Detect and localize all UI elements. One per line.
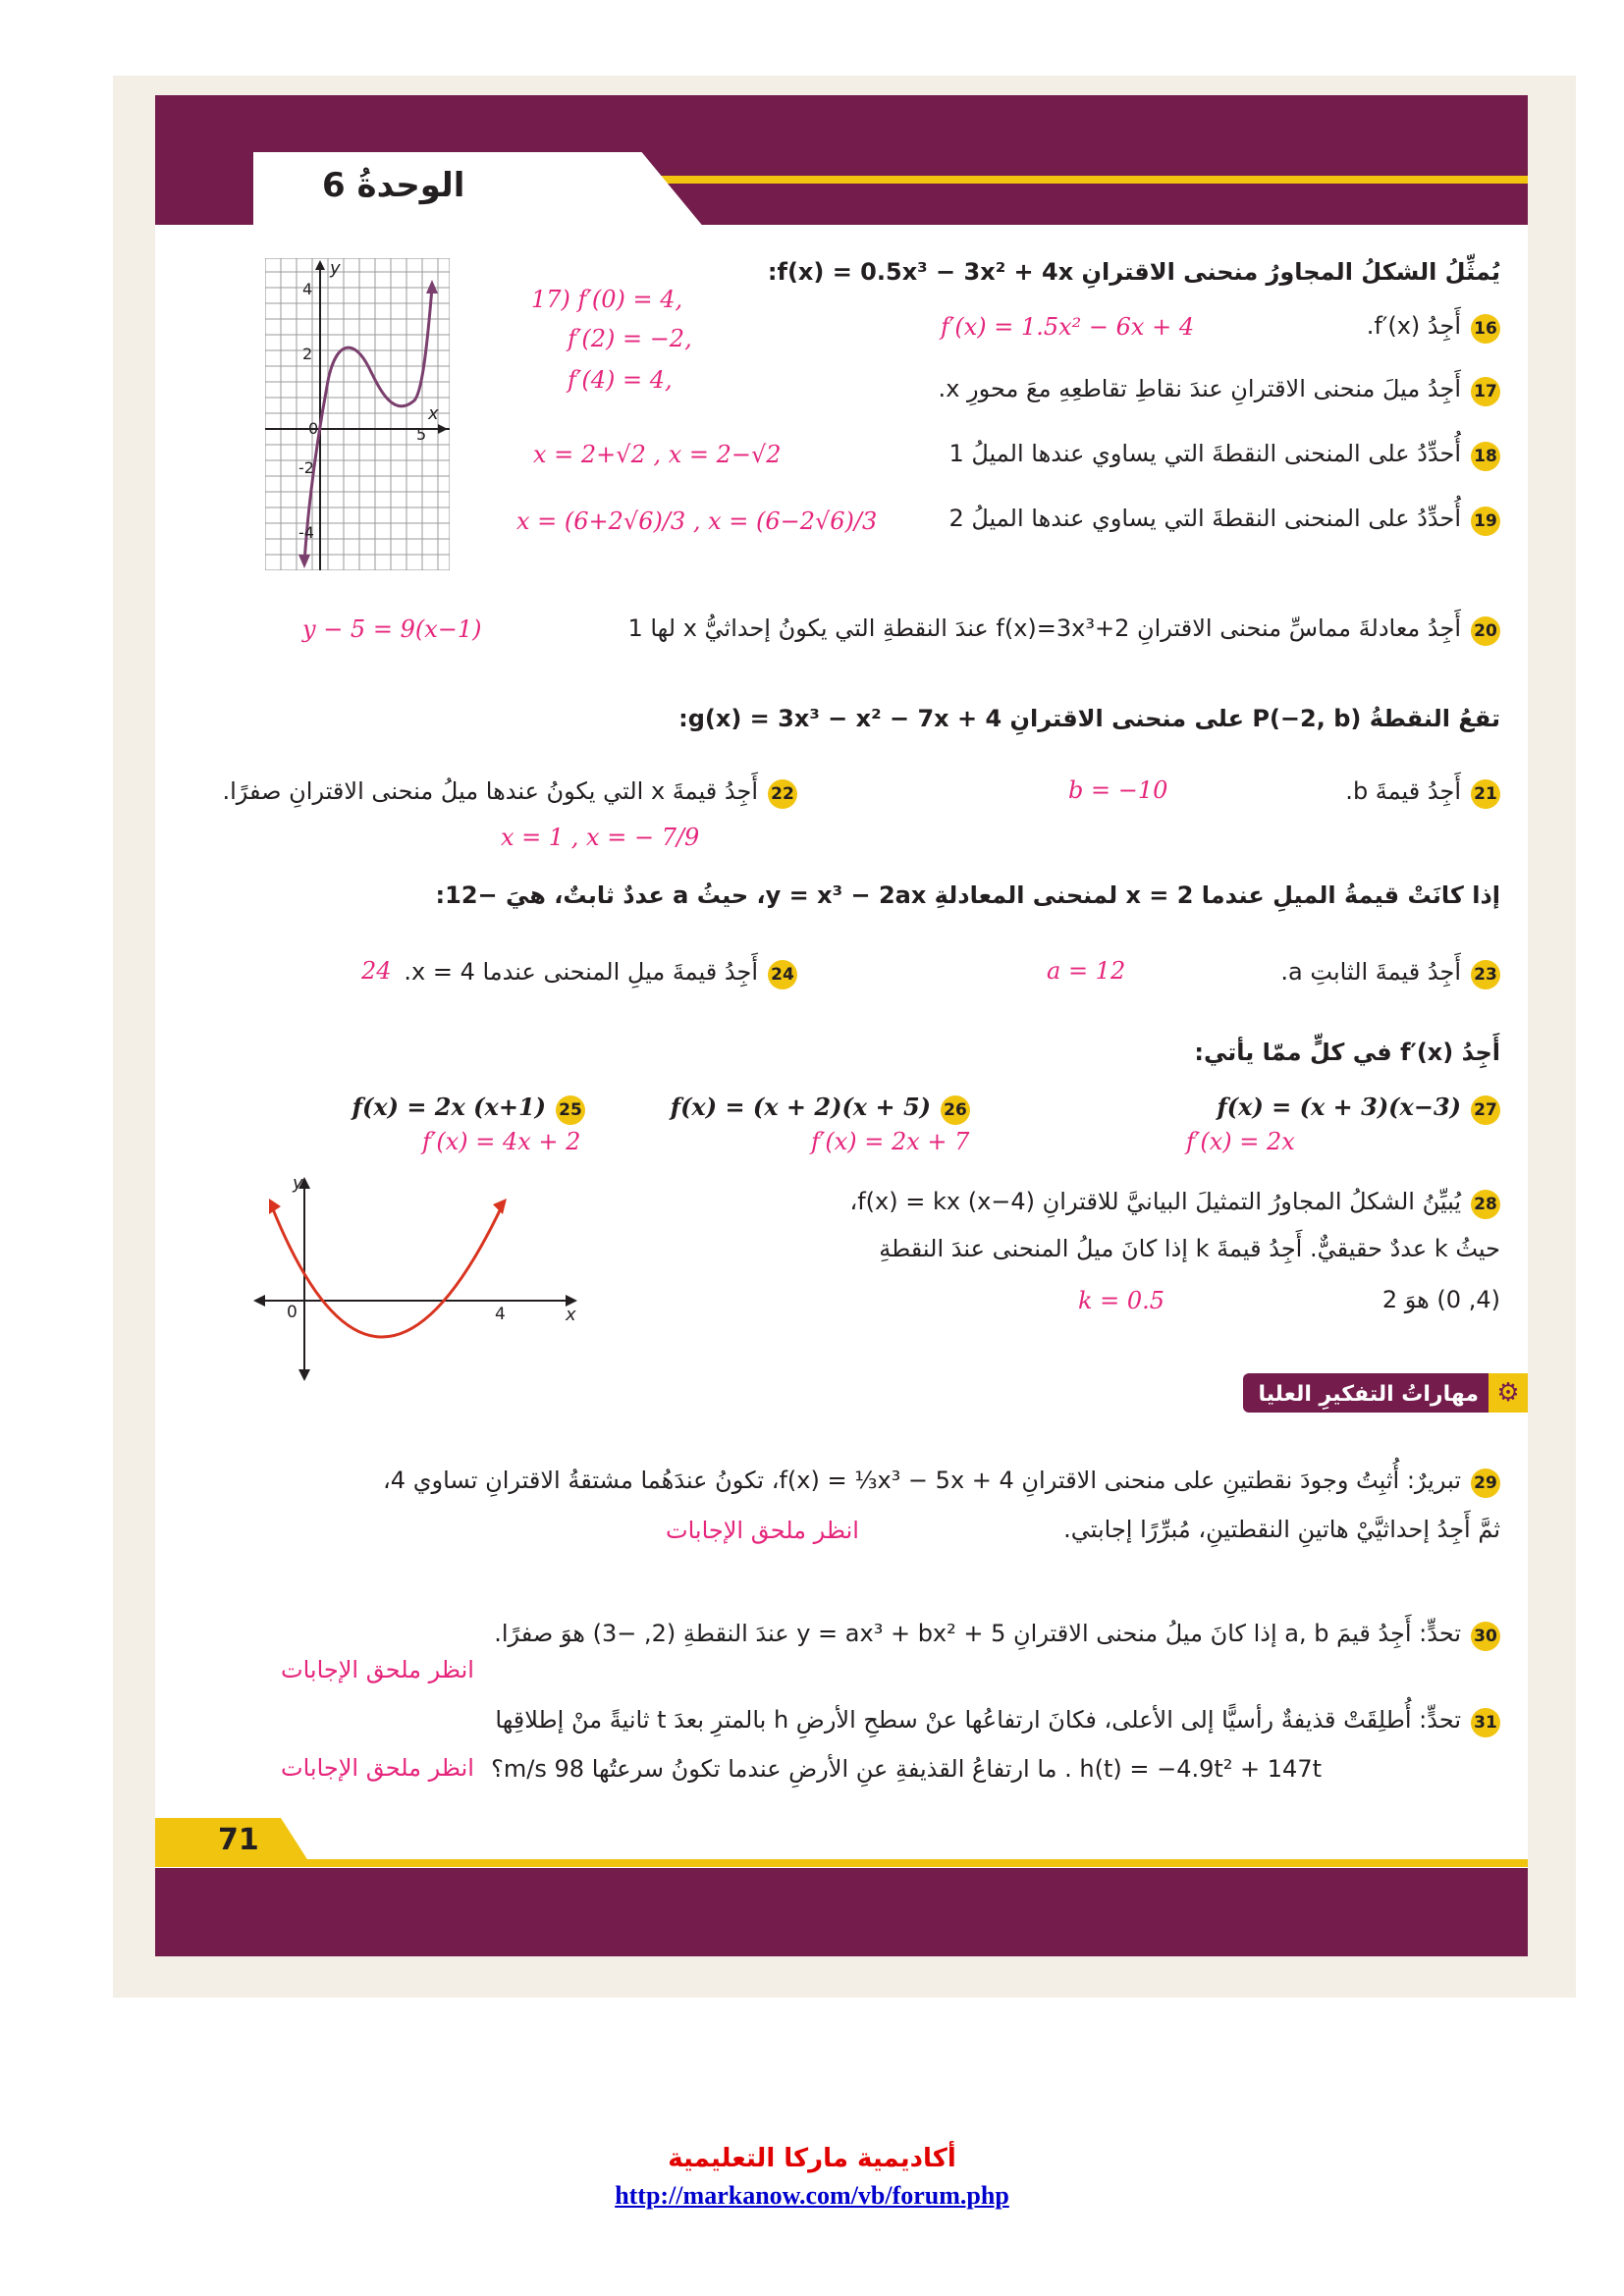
question-number-28: 28 <box>1471 1190 1500 1219</box>
question-24-text: أَجِدُ قيمةَ ميلِ المنحنى عندما x = 4. <box>404 958 758 986</box>
graph1-tick-minus2: -2 <box>298 458 314 477</box>
answer-24: 24 <box>361 957 392 985</box>
question-number-30: 30 <box>1471 1622 1500 1651</box>
question-29-line2: ثمَّ أَجِدُ إحداثيَّيْ هاتينِ النقطتينِ، مُبرِّرًا إجابتي. <box>1063 1516 1500 1543</box>
answer-30: انظر ملحق الإجابات <box>281 1656 474 1683</box>
question-number-16: 16 <box>1471 314 1500 344</box>
question-30 <box>494 1619 1500 1651</box>
question-28-line2: حيثُ k عددٌ حقيقيٌّ. أَجِدُ قيمةَ k إذا كانَ ميلُ المنحنى عندَ النقطةِ <box>879 1235 1500 1262</box>
question-17 <box>939 374 1500 406</box>
graph1-tick-2: 2 <box>302 345 313 363</box>
answer-22: x = 1 , x = − 7/9 <box>501 824 700 851</box>
question-20 <box>627 614 1500 646</box>
graph1-y-label: y <box>330 258 341 279</box>
higher-thinking-skills-banner <box>1243 1373 1528 1413</box>
question-24 <box>404 957 797 989</box>
question-26-text: f(x) = (x + 2)(x + 5) <box>670 1093 931 1121</box>
textbook-page <box>155 95 1528 1956</box>
question-number-20: 20 <box>1471 616 1500 646</box>
answer-17-line1: 17) f′(0) = 4, <box>531 286 683 313</box>
forum-link[interactable]: http://markanow.com/vb/forum.php <box>615 2181 1009 2210</box>
question-31-text1: تحدٍّ: أُطلِقَتْ قذيفةٌ رأسيًّا إلى الأعلى، فكانَ ارتفاعُها عنْ سطحِ الأرضِ h بالمترِ بعدَ t ثانيةً منْ إطلاقِها <box>495 1706 1461 1734</box>
question-27 <box>1217 1093 1500 1125</box>
question-23 <box>1280 957 1500 989</box>
question-23-text: أَجِدُ قيمةَ الثابتِ a. <box>1280 958 1461 986</box>
graph1-tick-0: 0 <box>308 419 319 438</box>
answer-28: k = 0.5 <box>1078 1287 1165 1314</box>
question-16 <box>1367 311 1500 344</box>
graph2-y-label: y <box>293 1173 303 1194</box>
question-22-text: أَجِدُ قيمةَ x التي يكونُ عندها ميلُ منحنى الاقترانِ صفرًا. <box>222 777 758 805</box>
question-19 <box>948 504 1500 536</box>
answer-26: f′(x) = 2x + 7 <box>811 1128 970 1155</box>
question-16-text: أَجِدُ f′(x). <box>1366 312 1461 340</box>
question-22 <box>222 776 797 809</box>
graph1-tick-4: 4 <box>302 280 313 298</box>
question-20-text: أَجِدُ معادلةَ مماسِّ منحنى الاقترانِ f(x)=3x³+2 عندَ النقطةِ التي يكونُ إحداثيُّ x لها 1 <box>627 614 1461 642</box>
question-number-23: 23 <box>1471 960 1500 989</box>
answer-23: a = 12 <box>1047 957 1126 985</box>
answer-29: انظر ملحق الإجابات <box>666 1517 859 1544</box>
question-19-text: أُحدِّدُ على المنحنى النقطةَ التي يساوي عندها الميلُ 2 <box>948 505 1461 532</box>
question-number-21: 21 <box>1471 779 1500 809</box>
question-18-text: أُحدِّدُ على المنحنى النقطةَ التي يساوي عندها الميلُ 1 <box>948 440 1461 467</box>
answer-17-line3: f′(4) = 4, <box>568 366 673 394</box>
question-28-line3: (4, 0) هوَ 2 <box>1381 1286 1500 1313</box>
question-26 <box>671 1093 970 1125</box>
question-25 <box>352 1093 585 1125</box>
question-31-line2: h(t) = −4.9t² + 147t . ما ارتفاعُ القذيفةِ عنِ الأرضِ عندما تكونُ سرعتُها 98 m/s؟ <box>491 1755 1322 1783</box>
question-number-22: 22 <box>768 779 797 809</box>
question-number-18: 18 <box>1471 442 1500 471</box>
academy-title: أكاديمية ماركا التعليمية <box>668 2144 956 2173</box>
question-number-27: 27 <box>1471 1095 1500 1125</box>
intro-2: تقعُ النقطةُ P(−2, b) على منحنى الاقترانِ g(x) = 3x³ − x² − 7x + 4: <box>678 705 1500 732</box>
graph2-tick-4: 4 <box>495 1305 506 1324</box>
answer-25: f′(x) = 4x + 2 <box>422 1128 581 1155</box>
question-number-26: 26 <box>941 1095 970 1125</box>
question-number-17: 17 <box>1471 377 1500 406</box>
graph1-tick-5: 5 <box>416 425 427 444</box>
question-29-text1: تبريرٌ: أُثبِتُ وجودَ نقطتينِ على منحنى الاقترانِ f(x) = ⅓x³ − 5x + 4، تكونُ عندَهُما مشتقةُ الاقترانِ تساوي 4، <box>383 1467 1461 1494</box>
graph2-tick-0: 0 <box>287 1303 298 1322</box>
answer-20: y − 5 = 9(x−1) <box>302 615 482 643</box>
page-number: 71 <box>218 1823 259 1857</box>
gears-icon: ⚙ <box>1489 1373 1528 1413</box>
answer-31: انظر ملحق الإجابات <box>281 1754 474 1782</box>
question-number-19: 19 <box>1471 507 1500 536</box>
answer-27: f′(x) = 2x <box>1186 1128 1295 1155</box>
answer-19: x = (6+2√6)/3 , x = (6−2√6)/3 <box>516 507 878 535</box>
answer-18: x = 2+√2 , x = 2−√2 <box>533 441 782 468</box>
question-number-24: 24 <box>768 960 797 989</box>
intro-3: إذا كانَتْ قيمةُ الميلِ عندما x = 2 لمنحنى المعادلةِ y = x³ − 2ax، حيثُ a عددٌ ثابتٌ، هيَ −12: <box>435 881 1500 909</box>
parabola-graph <box>249 1175 583 1381</box>
question-28-text1: يُبيِّنُ الشكلُ المجاورُ التمثيلَ البيانيَّ للاقترانِ f(x) = kx (x−4)، <box>849 1188 1461 1215</box>
question-30-text: تحدٍّ: أَجِدُ قيمَ a, b إذا كانَ ميلُ منحنى الاقترانِ y = ax³ + bx² + 5 عندَ النقطةِ (2, −3) هوَ صفرًا. <box>494 1620 1461 1647</box>
unit-label: الوحدةُ 6 <box>322 166 465 205</box>
intro-4: أَجِدُ f′(x) في كلٍّ ممّا يأتي: <box>1194 1039 1500 1066</box>
question-29-line1 <box>383 1466 1500 1498</box>
question-number-29: 29 <box>1471 1468 1500 1498</box>
question-21 <box>1345 776 1500 809</box>
answer-16: f′(x) = 1.5x² − 6x + 4 <box>941 313 1195 341</box>
graph1-tick-minus4: -4 <box>298 523 314 542</box>
question-28-line1 <box>849 1187 1500 1219</box>
answer-17-line2: f′(2) = −2, <box>568 325 692 352</box>
intro-1: يُمثِّلُ الشكلُ المجاورُ منحنى الاقترانِ f(x) = 0.5x³ − 3x² + 4x: <box>767 258 1500 286</box>
question-21-text: أَجِدُ قيمةَ b. <box>1345 777 1461 805</box>
footer-band <box>155 1868 1528 1956</box>
graph1-x-label: x <box>428 403 439 424</box>
question-31-line1 <box>495 1705 1500 1737</box>
footer-accent-line <box>283 1859 1528 1867</box>
question-18 <box>948 439 1500 471</box>
question-number-31: 31 <box>1471 1708 1500 1737</box>
header-accent-line <box>548 176 1528 184</box>
question-17-text: أَجِدُ ميلَ منحنى الاقترانِ عندَ نقاطِ تقاطعِهِ معَ محورِ x. <box>938 375 1461 402</box>
question-number-25: 25 <box>556 1095 585 1125</box>
unit-tab <box>253 152 705 229</box>
answer-21: b = −10 <box>1068 776 1168 804</box>
graph2-x-label: x <box>566 1305 576 1325</box>
question-25-text: f(x) = 2x (x+1) <box>352 1093 546 1121</box>
higher-thinking-skills-label: مهاراتُ التفكيرِ العليا <box>1258 1382 1479 1407</box>
cubic-graph <box>265 258 450 570</box>
question-27-text: f(x) = (x + 3)(x−3) <box>1217 1093 1461 1121</box>
